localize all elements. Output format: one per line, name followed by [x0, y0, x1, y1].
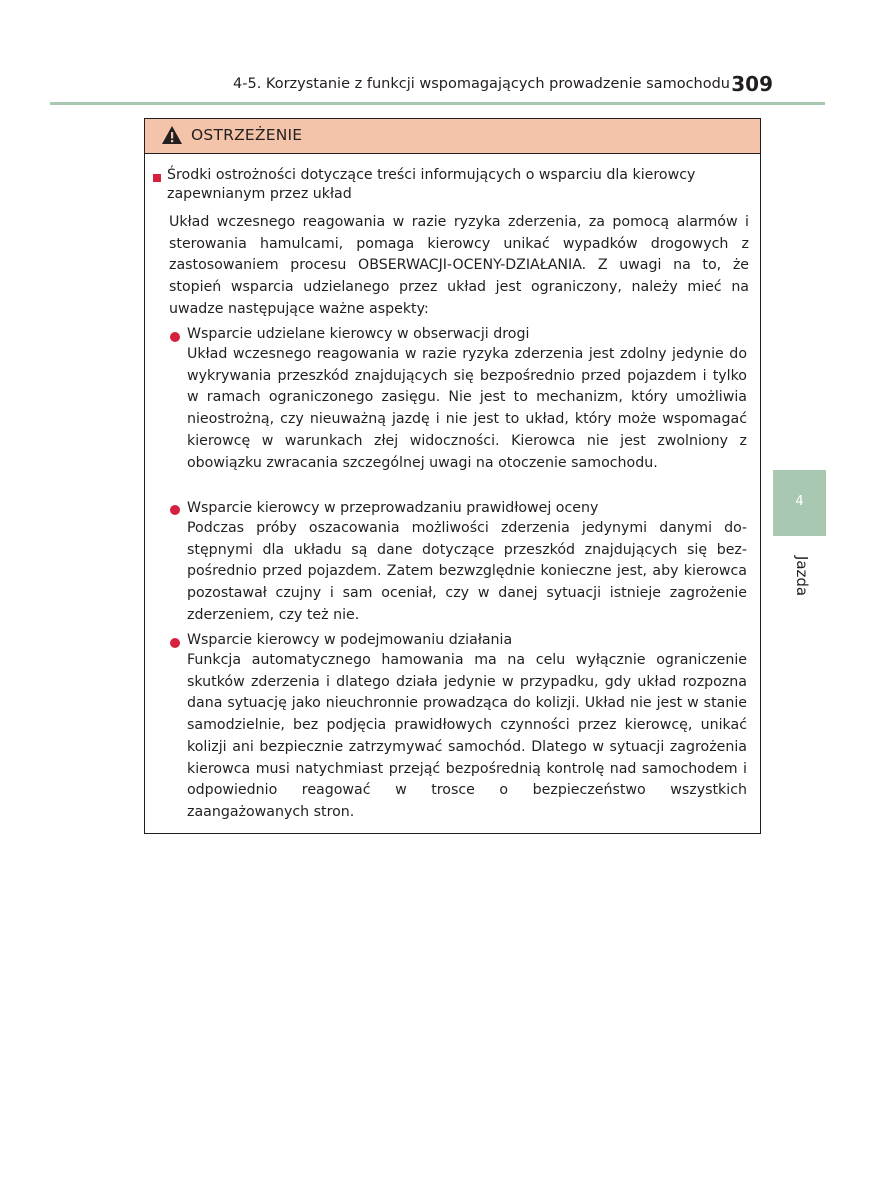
chapter-tab-number: 4: [795, 494, 804, 509]
item-title: Wsparcie kierowcy w przeprowadzaniu prawidłowej oceny: [187, 500, 599, 516]
intro-paragraph: Układ wczesnego reagowania w razie ryzyka zderzenia, za pomocą alarmów i sterowania hamulcami, pomaga kierowcy unikać wypadków drogowych z zastosowaniem procesu OBSERWACJI-OCENY-DZIAŁANIA. Z uwagi na to, że stopień wsparcia udzielanego przez układ jest ograniczony, należy mieć na uwadze następujące ważne aspekty:: [169, 214, 749, 317]
chapter-tab-label: Jazda: [793, 555, 811, 597]
section-title: Środki ostrożności dotyczące treści informujących o wsparciu dla kierowcy zapewnianym przez układ: [167, 167, 696, 202]
warning-box: [144, 118, 761, 834]
header-divider: [50, 102, 825, 105]
bullet-dot-icon: [170, 332, 180, 342]
page-header: [50, 72, 825, 102]
chapter-title: 4-5. Korzystanie z funkcji wspomagających prowadzenie samochodu: [233, 76, 730, 92]
chapter-tab: [773, 470, 826, 536]
item-body: Funkcja automatycznego hamowania ma na celu wyłącznie ograniczenie skutków zderzenia i dlatego działa jedynie w przypadku, gdy układ rozpozna dana sytuację jako nieuchronnie prowadząca do kolizji. Układ nie jest w stanie samodzielnie, bez podjęcia prawidłowych czynności przez kierowcę, unikać kolizji ani bezpiecznie zatrzymywać samochód. Dlatego w sytuacji zagrożenia kierowca musi natychmiast przejąć bezpośrednią kontrolę nad samochodem i odpowiednio reagować w trosce o bezpieczeństwo wszystkich zaangażowanych stron.: [187, 652, 747, 820]
warning-title: OSTRZEŻENIE: [191, 126, 303, 144]
item-body: Układ wczesnego reagowania w razie ryzyka zderzenia jest zdolny jedynie do wykrywania przeszkód znajdujących się bezpośrednio przed pojazdem i tylko w ramach ograniczonego zasięgu. Nie jest to mechanizm, który umożliwia nieostrożną, czy nieuważną jazdę i nie jest to układ, który może wspomagać kierowcę w warunkach złej widoczności. Kierowca nie jest zwolniony z obowiązku zwracania szczególnej uwagi na otoczenie samochodu.: [187, 346, 747, 471]
warning-header: [145, 119, 760, 154]
item-body: Podczas próby oszacowania możliwości zderzenia jedynymi danymi dostępnymi dla układu są dane dotyczące przeszkód znajdujących się bezpośrednio przed pojazdem. Zatem bezwzględnie konieczne jest, aby kierowca pozostawał czujny i sam oceniał, czy w danej sytuacji istnieje zagrożenie zderzeniem, czy też nie.: [187, 520, 747, 623]
bullet-dot-icon: [170, 505, 180, 515]
page-number: 309: [731, 72, 773, 96]
item-title: Wsparcie kierowcy w podejmowaniu działania: [187, 632, 513, 648]
square-bullet-icon: [153, 174, 161, 182]
bullet-dot-icon: [170, 638, 180, 648]
item-title: Wsparcie udzielane kierowcy w obserwacji drogi: [187, 326, 530, 342]
warning-triangle-icon: [161, 125, 183, 145]
